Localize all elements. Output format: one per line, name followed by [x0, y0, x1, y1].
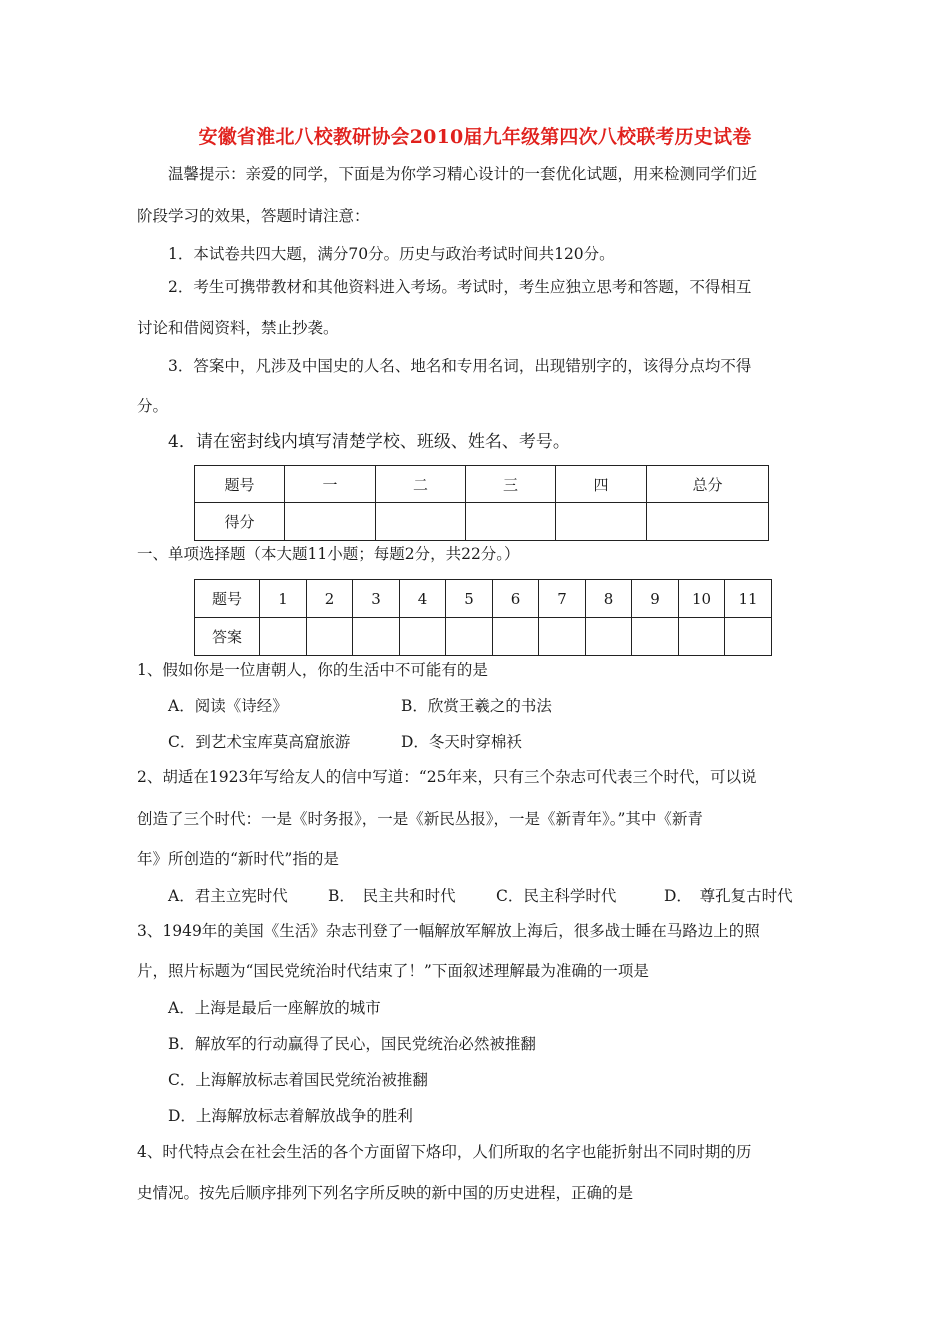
- answer-table-header-row: [195, 580, 772, 618]
- question-1-stem: 1、假如你是一位唐朝人，你的生活中不可能有的是: [137, 661, 488, 679]
- answer-cell: [400, 618, 446, 656]
- notice-line-2: 阶段学习的效果，答题时请注意：: [137, 207, 370, 225]
- answer-header-cell: 10: [679, 580, 725, 618]
- score-row-label: 得分: [195, 503, 285, 541]
- notice-item-3-line-2: 分。: [137, 397, 169, 415]
- notice-line-1: 温馨提示：亲爱的同学，下面是为你学习精心设计的一套优化试题，用来检测同学们近: [168, 165, 758, 183]
- question-2-option-d: D． 尊孔复古时代: [664, 887, 793, 905]
- score-header-cell: 一: [285, 466, 376, 503]
- answer-cell: [353, 618, 400, 656]
- answer-cell: [632, 618, 679, 656]
- notice-item-3-line-1: 3．答案中，凡涉及中国史的人名、地名和专用名词，出现错别字的，该得分点均不得: [168, 357, 752, 375]
- answer-cell: [725, 618, 772, 656]
- question-4-line-1: 4、时代特点会在社会生活的各个方面留下烙印，人们所取的名字也能折射出不同时期的历: [137, 1143, 752, 1161]
- question-2-option-a: A．君主立宪时代: [168, 887, 288, 905]
- answer-header-cell: 7: [539, 580, 586, 618]
- score-header-cell: 四: [556, 466, 647, 503]
- score-cell: [466, 503, 556, 541]
- question-3-line-1: 3、1949年的美国《生活》杂志刊登了一幅解放军解放上海后，很多战士睡在马路边上的照: [137, 922, 760, 940]
- answer-header-cell: 8: [586, 580, 632, 618]
- score-cell: [556, 503, 647, 541]
- answer-header-cell: 2: [307, 580, 353, 618]
- notice-item-1: 1．本试卷共四大题，满分70分。历史与政治考试时间共120分。: [168, 245, 615, 263]
- score-cell: [376, 503, 466, 541]
- question-3-option-a: A．上海是最后一座解放的城市: [168, 999, 381, 1017]
- score-table-score-row: [195, 503, 769, 541]
- notice-item-4: 4．请在密封线内填写清楚学校、班级、姓名、考号。: [168, 432, 570, 452]
- answer-cell: [493, 618, 539, 656]
- question-2-line-3: 年》所创造的“新时代”指的是: [137, 850, 339, 868]
- answer-cell: [446, 618, 493, 656]
- notice-item-2-line-1: 2．考生可携带教材和其他资料进入考场。考试时，考生应独立思考和答题，不得相互: [168, 278, 752, 296]
- question-2-option-c: C．民主科学时代: [496, 887, 617, 905]
- score-table: [194, 465, 769, 541]
- answer-header-cell: 9: [632, 580, 679, 618]
- question-2-option-b: B． 民主共和时代: [328, 887, 456, 905]
- question-4-line-2: 史情况。按先后顺序排列下列名字所反映的新中国的历史进程，正确的是: [137, 1184, 634, 1202]
- answer-cell: [586, 618, 632, 656]
- answer-header-cell: 3: [353, 580, 400, 618]
- question-3-option-d: D．上海解放标志着解放战争的胜利: [168, 1107, 413, 1125]
- score-header-cell: 三: [466, 466, 556, 503]
- answer-header-cell: 11: [725, 580, 772, 618]
- question-2-line-2: 创造了三个时代：一是《时务报》，一是《新民丛报》，一是《新青年》。”其中《新青: [137, 810, 703, 828]
- answer-cell: [539, 618, 586, 656]
- answer-row-label: 答案: [195, 618, 260, 656]
- answer-header-cell: 6: [493, 580, 539, 618]
- answer-header-cell: 题号: [195, 580, 260, 618]
- question-1-option-b: B．欣赏王羲之的书法: [401, 697, 552, 715]
- score-table-header-row: [195, 466, 769, 503]
- answer-cell: [679, 618, 725, 656]
- question-1-option-c: C．到艺术宝库莫高窟旅游: [168, 733, 351, 751]
- question-2-line-1: 2、胡适在1923年写给友人的信中写道：“25年来，只有三个杂志可代表三个时代，可以说: [137, 768, 757, 786]
- exam-title: 安徽省淮北八校教研协会2010届九年级第四次八校联考历史试卷: [198, 126, 752, 148]
- score-header-cell: 题号: [195, 466, 285, 503]
- score-cell: [647, 503, 769, 541]
- score-cell: [285, 503, 376, 541]
- question-1-option-d: D．冬天时穿棉袄: [401, 733, 522, 751]
- answer-header-cell: 1: [260, 580, 307, 618]
- question-3-line-2: 片，照片标题为“国民党统治时代结束了！”下面叙述理解最为准确的一项是: [137, 962, 649, 980]
- section-1-heading: 一、单项选择题（本大题11小题；每题2分，共22分。）: [137, 545, 520, 563]
- score-header-cell: 总分: [647, 466, 769, 503]
- answer-header-cell: 4: [400, 580, 446, 618]
- notice-item-2-line-2: 讨论和借阅资料，禁止抄袭。: [137, 319, 339, 337]
- question-1-option-a: A．阅读《诗经》: [168, 697, 288, 715]
- answer-cell: [260, 618, 307, 656]
- question-3-option-c: C．上海解放标志着国民党统治被推翻: [168, 1071, 428, 1089]
- answer-header-cell: 5: [446, 580, 493, 618]
- score-header-cell: 二: [376, 466, 466, 503]
- question-3-option-b: B．解放军的行动赢得了民心，国民党统治必然被推翻: [168, 1035, 536, 1053]
- answer-table-answer-row: [195, 618, 772, 656]
- answer-table: [194, 579, 772, 656]
- answer-cell: [307, 618, 353, 656]
